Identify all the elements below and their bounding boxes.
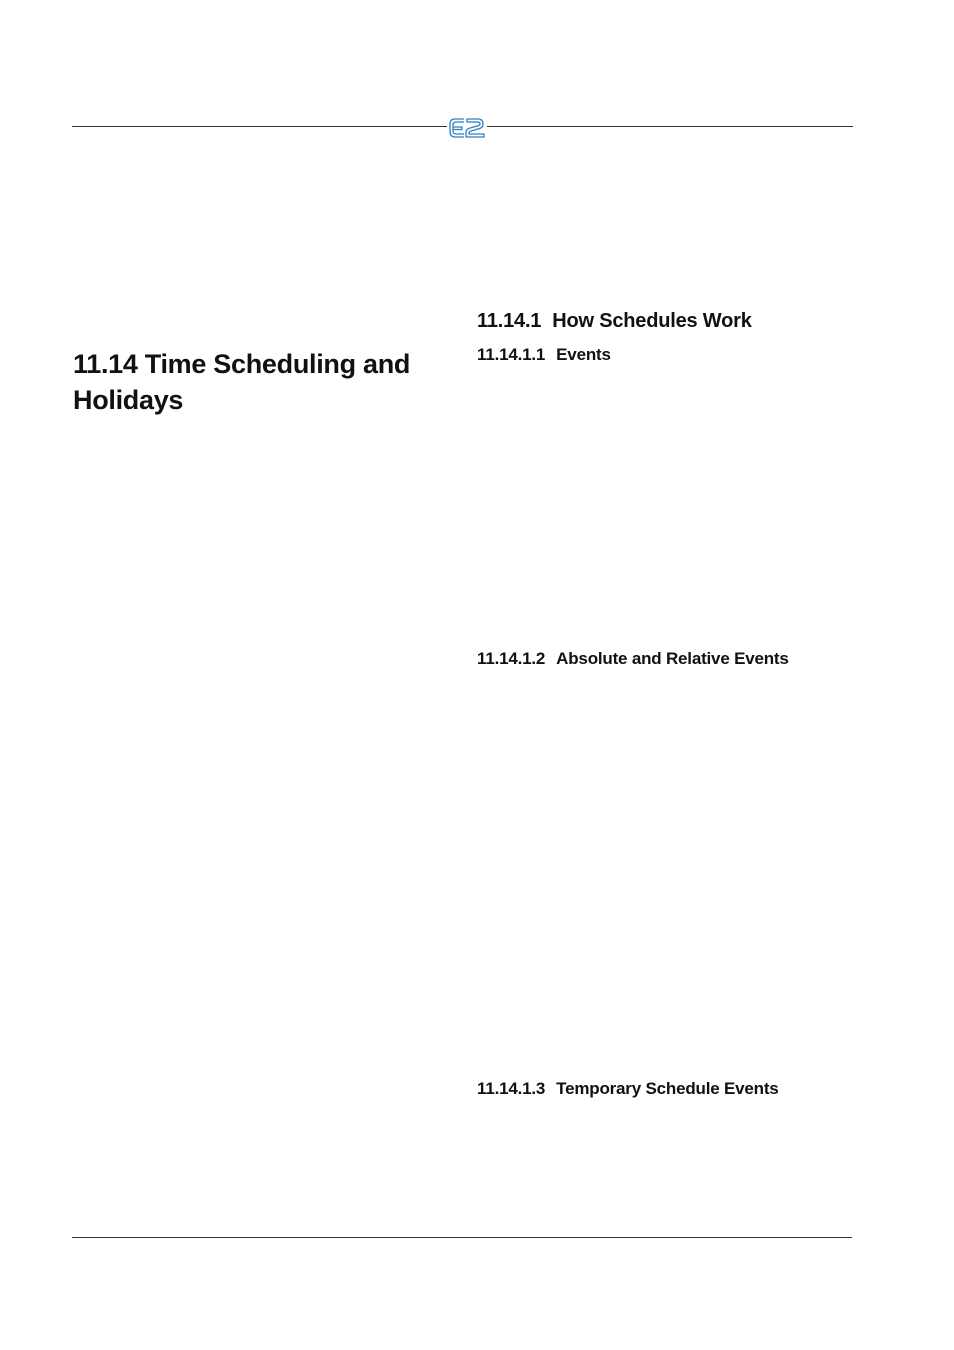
heading-temporary-schedule-events bbox=[477, 1078, 779, 1100]
heading-title: Absolute and Relative Events bbox=[556, 649, 789, 668]
e2-logo-icon bbox=[447, 115, 487, 141]
heading-number: 11.14.1.3 bbox=[477, 1079, 546, 1098]
heading-absolute-relative-events bbox=[477, 648, 789, 670]
subsection-title: How Schedules Work bbox=[552, 310, 752, 332]
heading-title: Temporary Schedule Events bbox=[556, 1079, 779, 1098]
subsection-number: 11.14.1 bbox=[477, 310, 542, 332]
main-section-title: 11.14 Time Scheduling and Holidays bbox=[73, 349, 411, 415]
heading-events bbox=[477, 344, 611, 366]
heading-number: 11.14.1.1 bbox=[477, 345, 546, 364]
footer-rule bbox=[72, 1237, 852, 1238]
heading-number: 11.14.1.2 bbox=[477, 649, 546, 668]
e2-logo bbox=[447, 115, 487, 141]
subsection-how-schedules-work bbox=[477, 308, 752, 334]
heading-title: Events bbox=[556, 345, 611, 364]
